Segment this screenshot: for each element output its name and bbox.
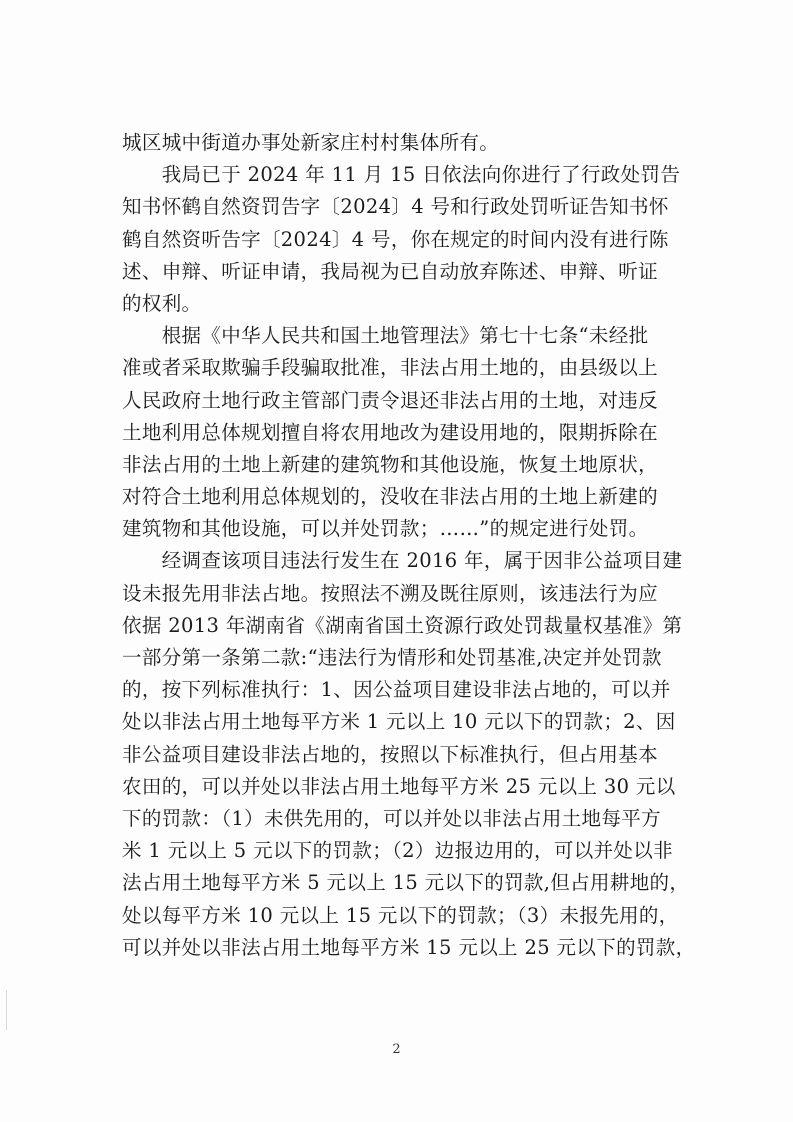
text-line: 法占用土地每平方米 5 元以上 15 元以下的罚款,但占用耕地的，	[122, 871, 690, 895]
text-line: 根据《中华人民共和国土地管理法》第七十七条“未经批	[122, 324, 649, 348]
text-line: 对符合土地利用总体规划的，没收在非法占用的土地上新建的	[122, 485, 658, 509]
text-line: 建筑物和其他设施，可以并处罚款；……”的规定进行处罚。	[122, 517, 649, 541]
text-line: 我局已于 2024 年 11 月 15 日依法向你进行了行政处罚告	[122, 163, 681, 187]
text-line: 处以每平方米 10 元以上 15 元以下的罚款；（3）未报先用的，	[122, 903, 679, 927]
document-body	[122, 127, 694, 964]
text-line: 述、申辩、听证申请，我局视为已自动放弃陈述、申辩、听证	[122, 259, 658, 283]
text-line: 非公益项目建设非法占地的，按照以下标准执行，但占用基本	[122, 742, 658, 766]
text-line: 土地利用总体规划擅自将农用地改为建设用地的，限期拆除在	[122, 420, 658, 444]
text-line: 非法占用的土地上新建的建筑物和其他设施，恢复土地原状，	[122, 452, 658, 476]
text-line: 经调查该项目违法行发生在 2016 年，属于因非公益项目建	[122, 549, 683, 573]
text-line: 的权利。	[122, 291, 202, 315]
text-line: 一部分第一条第二款:“违法行为情形和处罚基准,决定并处罚款	[122, 646, 662, 669]
page-number: 2	[392, 1042, 401, 1057]
text-line: 设未报先用非法占地。按照法不溯及既往原则，该违法行为应	[122, 581, 658, 605]
text-line: 依据 2013 年湖南省《湖南省国土资源行政处罚裁量权基准》第	[122, 613, 683, 637]
text-line: 农田的，可以并处以非法占用土地每平方米 25 元以上 30 元以	[122, 774, 676, 798]
text-line: 鹤自然资听告字〔2024〕4 号，你在规定的时间内没有进行陈	[122, 227, 669, 251]
text-line: 人民政府土地行政主管部门责令退还非法占用的土地，对违反	[122, 388, 658, 412]
text-line: 准或者采取欺骗手段骗取批准，非法占用土地的，由县级以上	[122, 356, 658, 380]
text-line: 可以并处以非法占用土地每平方米 15 元以上 25 元以下的罚款，	[122, 935, 696, 959]
text-line: 的，按下列标准执行：1、因公益项目建设非法占地的，可以并	[122, 678, 671, 702]
text-line: 知书怀鹤自然资罚告字〔2024〕4 号和行政处罚听证告知书怀	[122, 195, 669, 219]
scan-edge-mark	[6, 990, 7, 1030]
text-line: 米 1 元以上 5 元以下的罚款；（2）边报边用的，可以并处以非	[122, 839, 673, 863]
text-line: 处以非法占用土地每平方米 1 元以上 10 元以下的罚款；2、因	[122, 710, 676, 734]
text-line: 城区城中街道办事处新家庄村村集体所有。	[122, 131, 500, 154]
text-line: 下的罚款：（1）未供先用的，可以并处以非法占用土地每平方	[122, 806, 661, 830]
